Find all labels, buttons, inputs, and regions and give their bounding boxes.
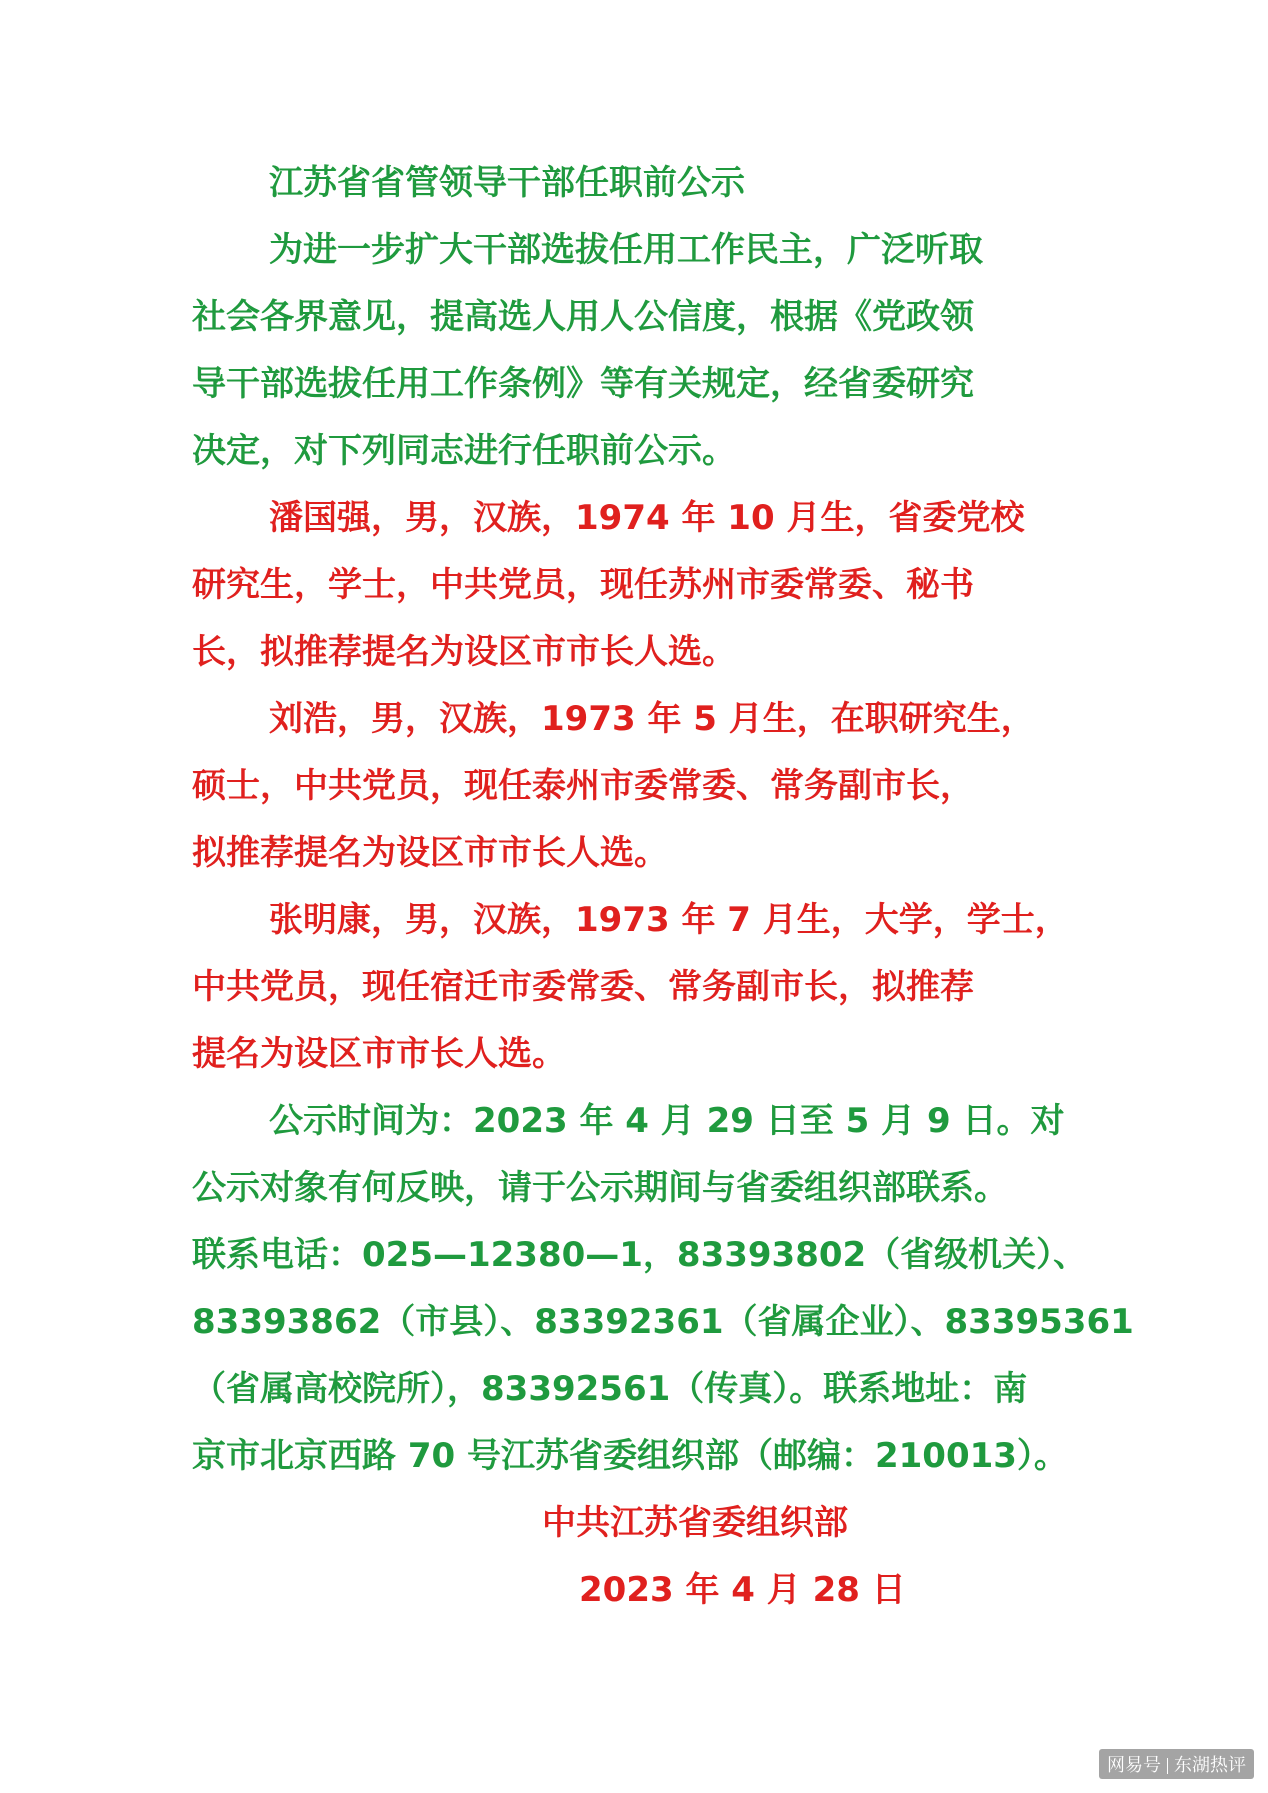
- notice-line: 83393862（市县）、83392361（省属企业）、83395361: [192, 1302, 1134, 1342]
- notice-document: [192, 150, 1134, 1624]
- watermark: [1099, 1749, 1254, 1779]
- intro-line: 决定，对下列同志进行任职前公示。: [192, 431, 736, 471]
- notice-line: 联系电话：025—12380—1，83393802（省级机关）、: [192, 1235, 1088, 1275]
- intro-line: 导干部选拔任用工作条例》等有关规定，经省委研究: [192, 364, 974, 404]
- notice-line: 公示对象有何反映，请于公示期间与省委组织部联系。: [192, 1168, 1008, 1208]
- intro-paragraph: [192, 217, 1082, 485]
- signature-org: 中共江苏省委组织部: [542, 1503, 848, 1543]
- notice-line: （省属高校院所），83392561（传真）。联系地址：南: [192, 1369, 1028, 1409]
- candidate-line: 中共党员，现任宿迁市委常委、常务副市长，拟推荐: [192, 967, 974, 1007]
- notice-line: 公示时间为：2023 年 4 月 29 日至 5 月 9 日。对: [269, 1101, 1065, 1141]
- candidate-line: 潘国强，男，汉族，1974 年 10 月生，省委党校: [269, 498, 1025, 538]
- notice-paragraph: [192, 1088, 1134, 1490]
- watermark-divider: [1167, 1758, 1168, 1774]
- intro-line: 为进一步扩大干部选拔任用工作民主，广泛听取: [269, 230, 983, 270]
- intro-line: 社会各界意见，提高选人用人公信度，根据《党政领: [192, 297, 974, 337]
- watermark-author: 东湖热评: [1174, 1755, 1246, 1776]
- candidate-line: 提名为设区市市长人选。: [192, 1034, 566, 1074]
- candidate-line: 硕士，中共党员，现任泰州市委常委、常务副市长，: [192, 766, 974, 806]
- candidate-line: 拟推荐提名为设区市市长人选。: [192, 833, 668, 873]
- candidate-paragraph: [192, 887, 1082, 1088]
- candidate-line: 长，拟推荐提名为设区市市长人选。: [192, 632, 736, 672]
- notice-line: 京市北京西路 70 号江苏省委组织部（邮编：210013）。: [192, 1436, 1068, 1476]
- candidate-paragraph: [192, 485, 1082, 686]
- signature-date: 2023 年 4 月 28 日: [579, 1570, 906, 1610]
- document-title: 江苏省省管领导干部任职前公示: [269, 163, 745, 203]
- watermark-source: 网易号: [1107, 1755, 1161, 1776]
- candidate-line: 研究生，学士，中共党员，现任苏州市委常委、秘书: [192, 565, 974, 605]
- candidate-paragraph: [192, 686, 1082, 887]
- candidate-line: 张明康，男，汉族，1973 年 7 月生，大学，学士，: [269, 900, 1069, 940]
- candidate-line: 刘浩，男，汉族，1973 年 5 月生，在职研究生，: [269, 699, 1035, 739]
